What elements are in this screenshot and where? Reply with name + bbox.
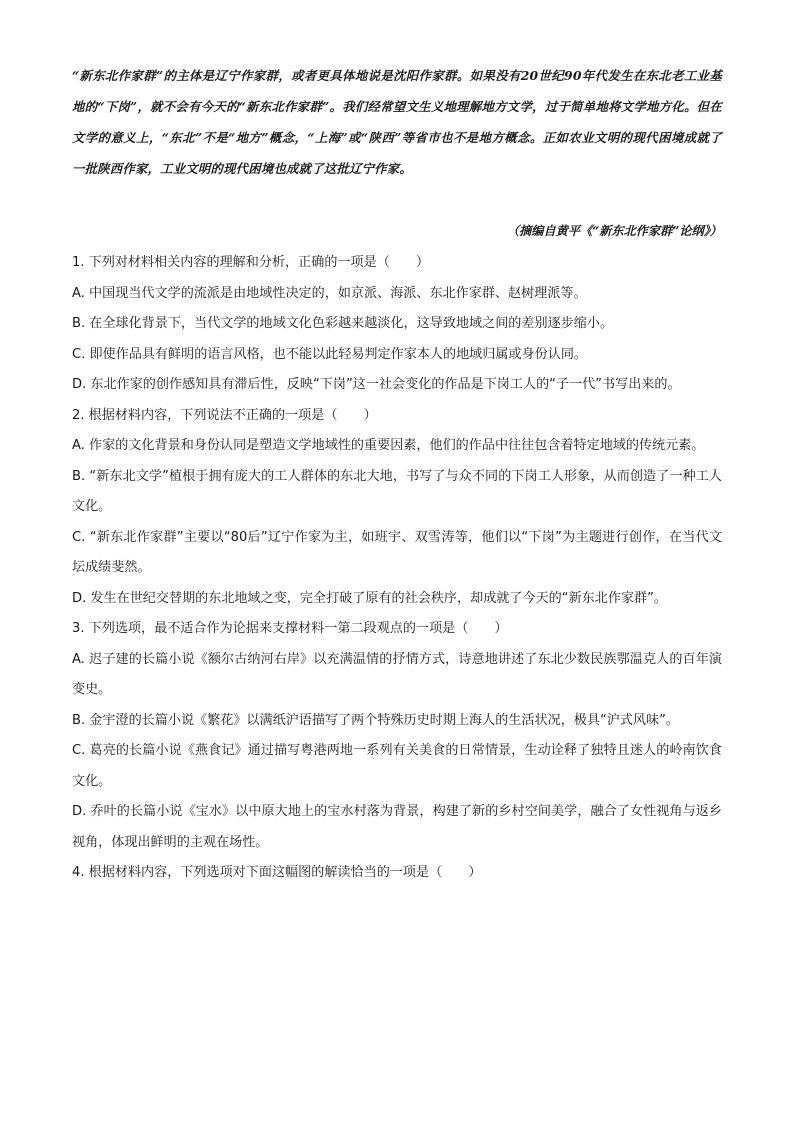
question-4	[72, 858, 722, 889]
option-d: D. 乔叶的长篇小说《宝水》以中原大地上的宝水村落为背景，构建了新的乡村空间美学，融合了女性视角与返乡视角，体现出鲜明的主观在场性。	[72, 804, 722, 850]
option-b: B. 金宇澄的长篇小说《繁花》以满纸沪语描写了两个特殊历史时期上海人的生活状况，极具“沪式风味”。	[72, 712, 679, 728]
passage-source: （摘编自黄平《“新东北作家群”论纲》）	[506, 224, 722, 238]
passage	[72, 60, 722, 184]
question-stem: 1. 下列对材料相关内容的理解和分析，正确的一项是（ ）	[72, 255, 430, 270]
question-list	[72, 248, 722, 889]
option-a: A. 中国现当代文学的流派是由地域性决定的，如京派、海派、东北作家群、赵树理派等。	[72, 285, 587, 301]
passage-paragraph: “新东北作家群”的主体是辽宁作家群，或者更具体地说是沈阳作家群。如果没有20世纪90年代发生在东北老工业基地的“下岗”，就不会有今天的“新东北作家群”。我们经常望文生义地理解地方文学，过于简单地将文学地方化。但在文学的意义上，“东北”不是“地方”概念，“上海”或“陕西”等省市也不是地方概念。正如农业文明的现代困境成就了一批陕西作家，工业文明的现代困境也成就了这批辽宁作家。	[72, 68, 722, 176]
option-c: C. “新东北作家群”主要以“80后”辽宁作家为主，如班宇、双雪涛等，他们以“下岗”为主题进行创作，在当代文坛成绩斐然。	[72, 529, 722, 575]
option-a: A. 迟子建的长篇小说《额尔古纳河右岸》以充满温情的抒情方式，诗意地讲述了东北少数民族鄂温克人的百年演变史。	[72, 651, 722, 697]
option-a: A. 作家的文化背景和身份认同是塑造文学地域性的重要因素，他们的作品中往往包含着特定地域的传统元素。	[72, 438, 705, 453]
option-d: D. 发生在世纪交替期的东北地域之变，完全打破了原有的社会秩序，却成就了今天的“新东北作家群”。	[72, 590, 668, 606]
question-3	[72, 614, 722, 858]
question-1	[72, 248, 722, 401]
option-d: D. 东北作家的创作感知具有滞后性，反映“下岗”这一社会变化的作品是下岗工人的“子一代”书写出来的。	[72, 377, 681, 392]
option-b: B. “新东北文学”植根于拥有庞大的工人群体的东北大地，书写了与众不同的下岗工人形象，从而创造了一种工人文化。	[72, 468, 722, 514]
option-c: C. 即使作品具有鲜明的语言风格，也不能以此轻易判定作家本人的地域归属或身份认同。	[72, 346, 588, 362]
question-stem: 2. 根据材料内容，下列说法不正确的一项是（ ）	[72, 407, 377, 423]
question-stem: 3. 下列选项，最不适合作为论据来支撑材料一第二段观点的一项是（ ）	[72, 621, 508, 636]
question-stem: 4. 根据材料内容，下列选项对下面这幅图的解读恰当的一项是（ ）	[72, 865, 482, 880]
question-2	[72, 401, 722, 615]
option-b: B. 在全球化背景下，当代文学的地域文化色彩越来越淡化，这导致地域之间的差别逐步缩小。	[72, 316, 614, 331]
option-c: C. 葛亮的长篇小说《燕食记》通过描写粤港两地一系列有关美食的日常情景，生动诠释了独特且迷人的岭南饮食文化。	[72, 743, 722, 789]
